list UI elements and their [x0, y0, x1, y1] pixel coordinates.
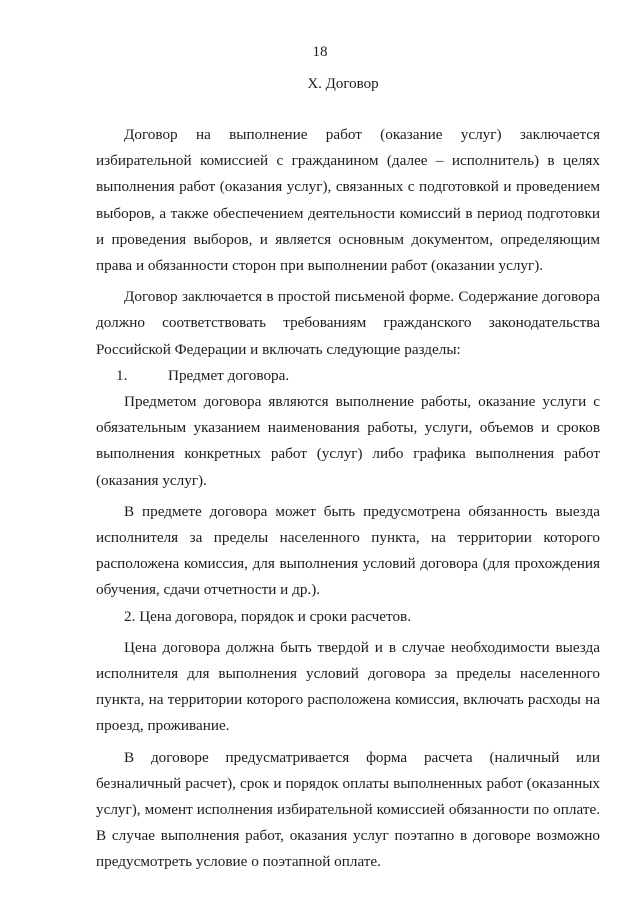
- section-2-heading: 2. Цена договора, порядок и сроки расчетов.: [124, 607, 412, 625]
- paragraph-travel-obligation: В предмете договора может быть предусмотрена обязанность выезда исполнителя за пределы населенного пункта, на территории которого расположена комиссия, для выполнения условий договора (для прохождения обучения, сдачи отчетности и др.).: [96, 502, 600, 599]
- page-number: 18: [312, 44, 328, 60]
- document-body: [96, 122, 600, 876]
- paragraph-price: Цена договора должна быть твердой и в случае необходимости выезда исполнителя для выполнения условий договора за пределы населенного пункта, на территории которого расположена комиссия, включать расходы на проезд, проживание.: [96, 638, 600, 735]
- paragraph-contract-form: Договор заключается в простой письменой форме. Содержание договора должно соответствовать требованиям гражданского законодательства Российской Федерации и включать следующие разделы:: [96, 288, 600, 358]
- section-1-heading: [96, 363, 600, 389]
- paragraph-subject: Предметом договора являются выполнение работы, оказание услуги с обязательным указанием наименования работы, услуги, объемов и сроков выполнения конкретных работ (услуг) либо графика выполнения работ (оказания услуг).: [96, 393, 600, 489]
- section-1-title: Предмет договора.: [168, 366, 290, 384]
- paragraph-payment-terms: В договоре предусматривается форма расчета (наличный или безналичный расчет), срок и порядок оплаты выполненных работ (оказанных услуг), момент исполнения избирательной комиссией обязанности по оплате. В случае выполнения работ, оказания услуг поэтапно в договоре возможно предусмотреть условие о поэтапной оплате.: [96, 748, 600, 871]
- section-heading: Х. Договор: [307, 76, 379, 92]
- paragraph-contract-definition: Договор на выполнение работ (оказание услуг) заключается избирательной комиссией с гражданином (далее – исполнитель) в целях выполнения работ (оказания услуг), связанных с подготовкой и проведением выборов, а также обеспечением деятельности комиссий в период подготовки и проведения выборов, и является основным документом, определяющим права и обязанности сторон при выполнении работ (оказании услуг).: [96, 126, 600, 275]
- section-1-number: 1.: [116, 366, 128, 384]
